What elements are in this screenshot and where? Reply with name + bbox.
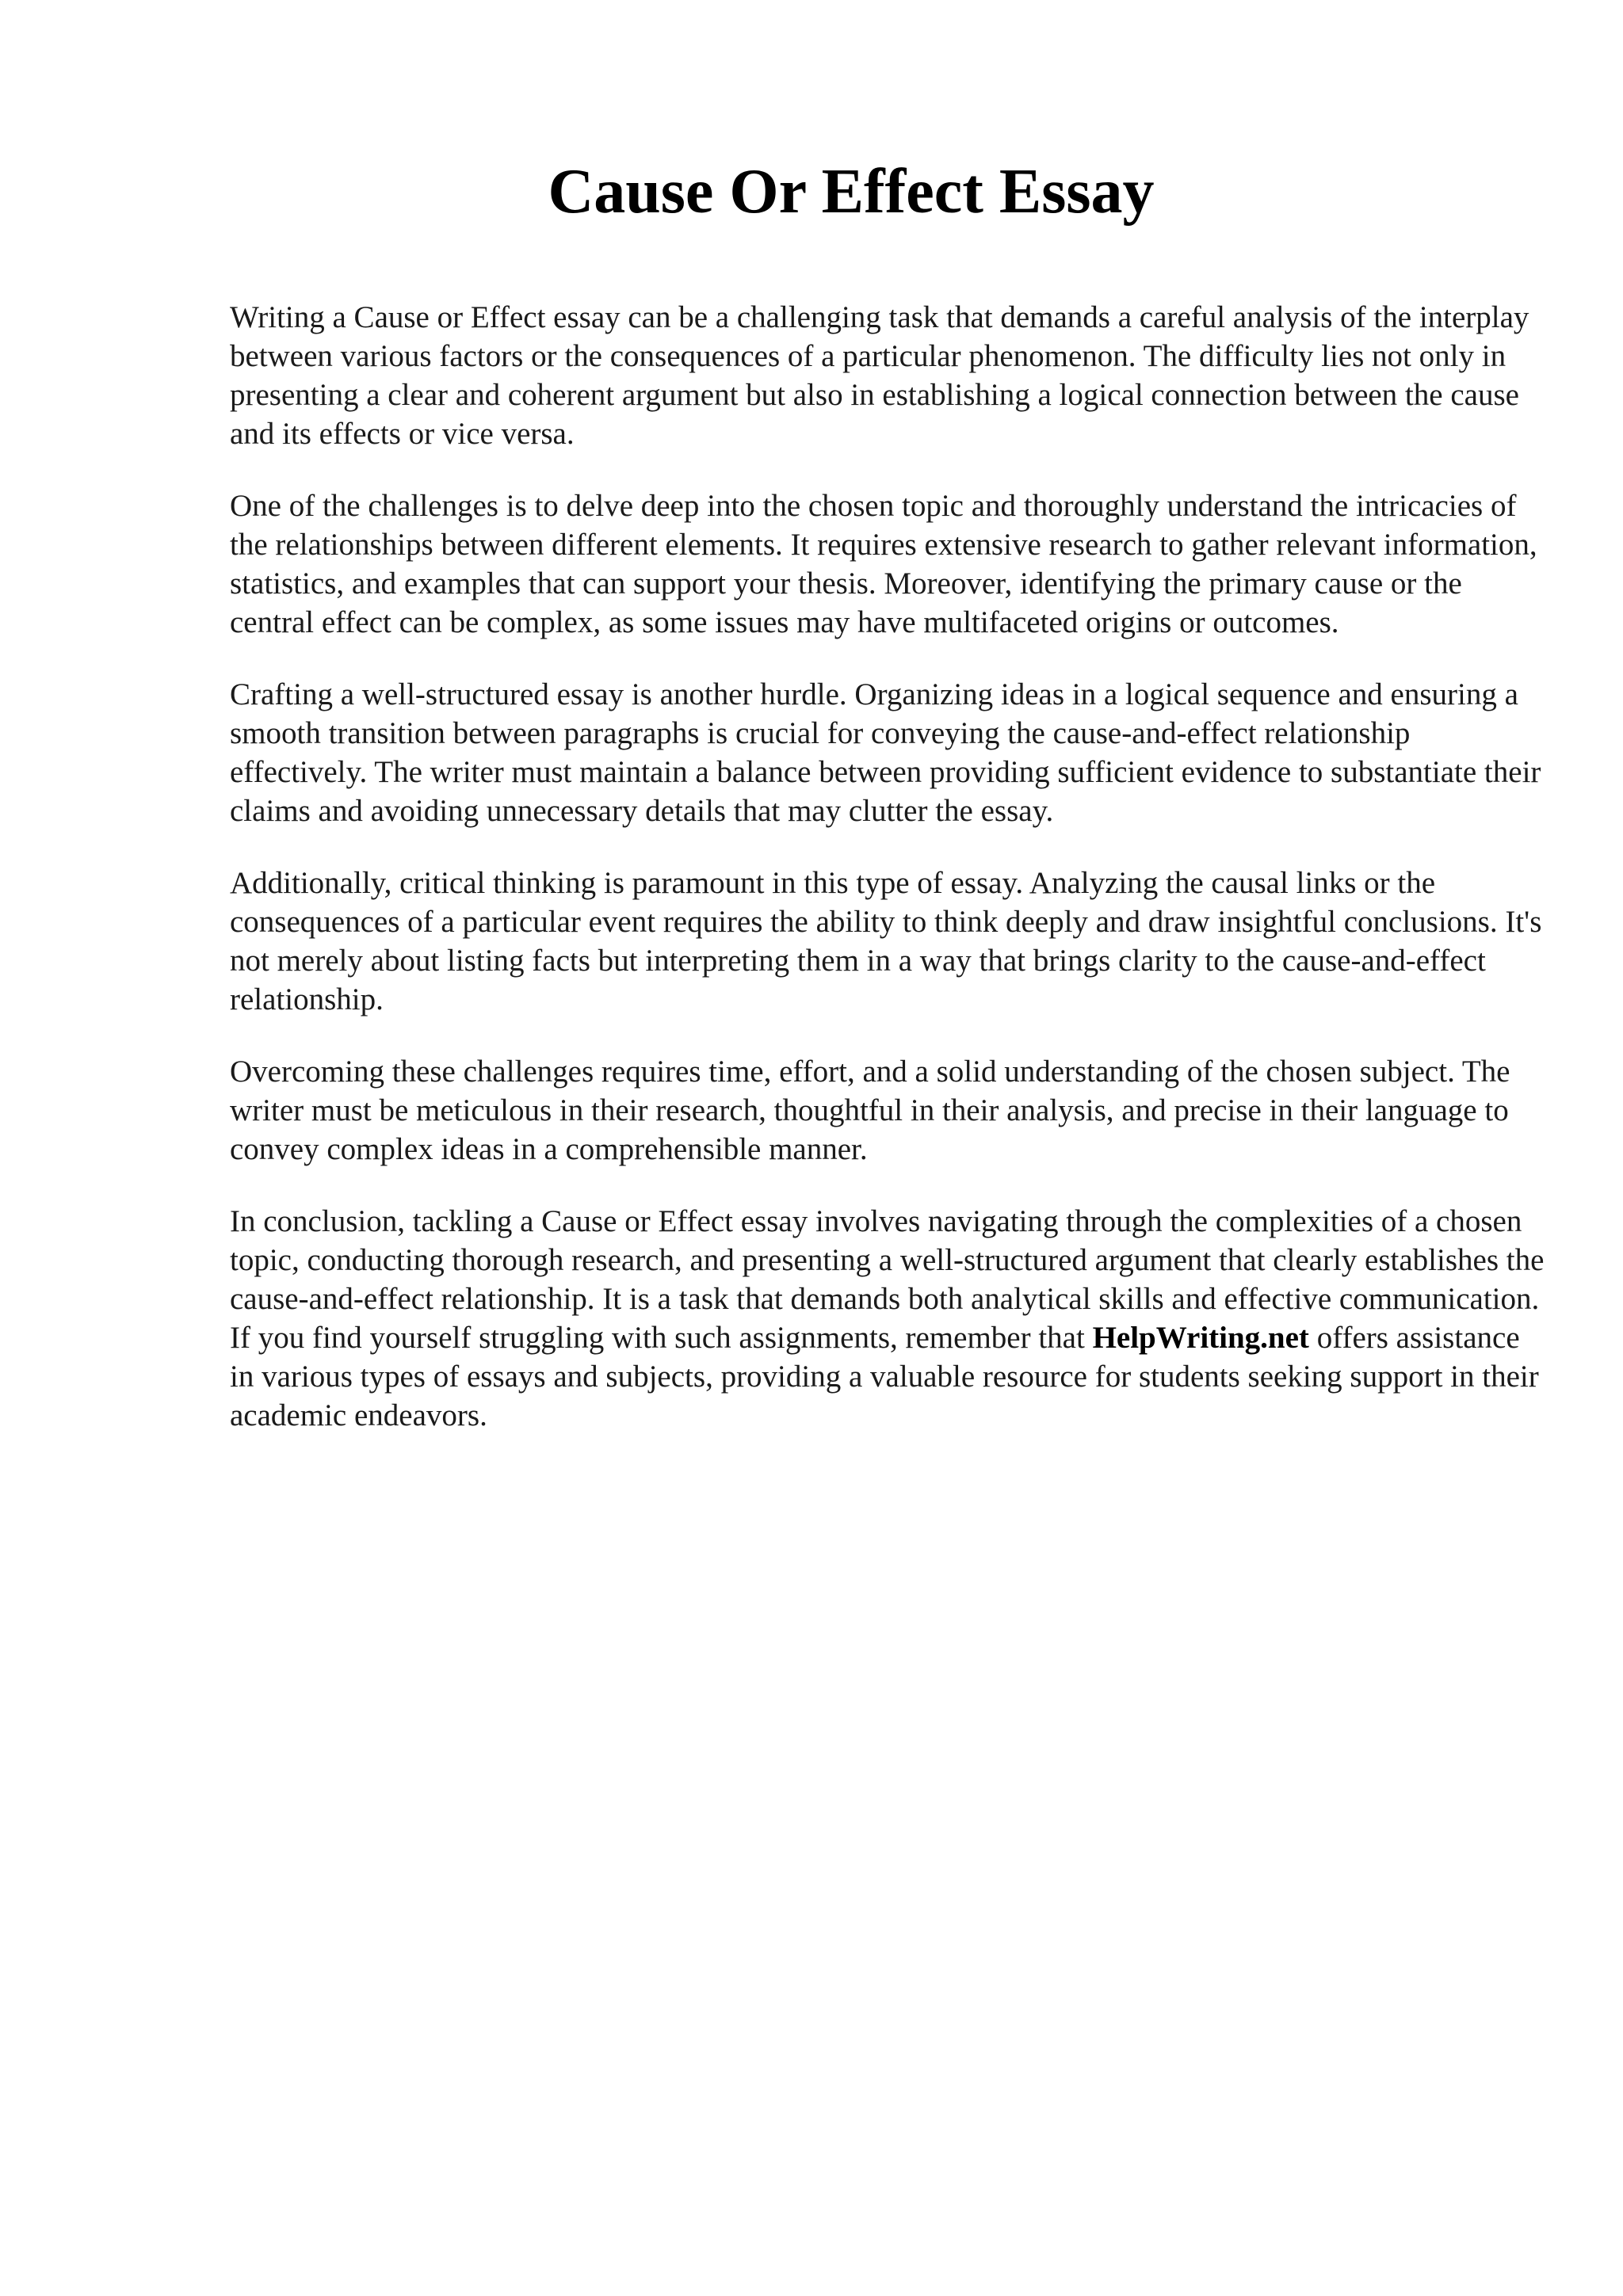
conclusion-text-end: offers assistance in various types of essays and subjects, providing a valuable resource for students seeking support in their academic endeavors.: [230, 1321, 1539, 1432]
paragraph-conclusion: [230, 1202, 1545, 1435]
conclusion-text-start: In conclusion, tackling a Cause or Effect essay involves navigating through the complexities of a chosen topic, conducting thorough research, and presenting a well-structured argument that clearly establishes the cause-and-effect relationship. It is a task that demands both analytical skills and effective communication. If you find yourself struggling with such assignments, remember that: [230, 1204, 1545, 1355]
paragraph-intro: Writing a Cause or Effect essay can be a challenging task that demands a careful analysis of the interplay between various factors or the consequences of a particular phenomenon. The difficulty lies not only in presenting a clear and coherent argument but also in establishing a logical connection between the cause and its effects or vice versa.: [230, 300, 1529, 451]
essay-body: [230, 298, 1545, 1468]
helpwriting-link[interactable]: HelpWriting.net: [1092, 1321, 1309, 1355]
page-title: Cause Or Effect Essay: [548, 157, 1155, 227]
paragraph-overcoming-challenges: Overcoming these challenges requires time, effort, and a solid understanding of the chosen subject. The writer must be meticulous in their research, thoughtful in their analysis, and precise in their language to convey complex ideas in a comprehensible manner.: [230, 1055, 1510, 1166]
paragraph-critical-thinking: Additionally, critical thinking is paramount in this type of essay. Analyzing the causal links or the consequences of a particular event requires the ability to think deeply and draw insightful conclusions. It's not merely about listing facts but interpreting them in a way that brings clarity to the cause-and-effect relationship.: [230, 866, 1542, 1016]
paragraph-research-challenge: One of the challenges is to delve deep into the chosen topic and thoroughly understand the intricacies of the relationships between different elements. It requires extensive research to gather relevant information, statistics, and examples that can support your thesis. Moreover, identifying the primary cause or the central effect can be complex, as some issues may have multifaceted origins or outcomes.: [230, 489, 1537, 639]
paragraph-structure-challenge: Crafting a well-structured essay is another hurdle. Organizing ideas in a logical sequence and ensuring a smooth transition between paragraphs is crucial for conveying the cause-and-effect relationship effectively. The writer must maintain a balance between providing sufficient evidence to substantiate their claims and avoiding unnecessary details that may clutter the essay.: [230, 677, 1541, 828]
